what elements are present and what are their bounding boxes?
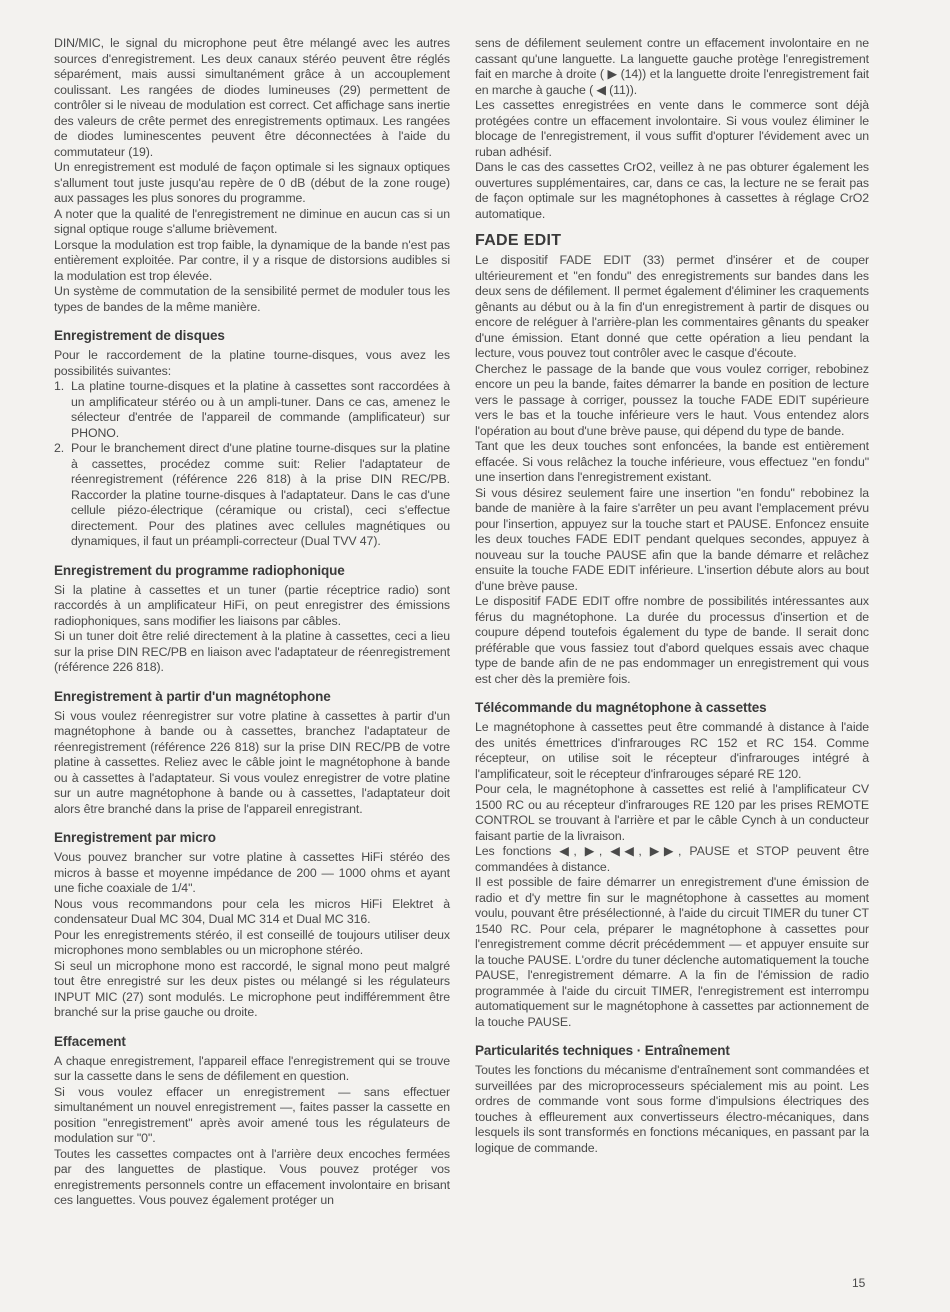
list-text: Pour le branchement direct d'une platine tourne-disques sur la platine à cassettes, procédez comme suit: Relier l'adaptateur de réenregistrement (référence 226 818) à la prise DIN REC/PB. Raccorder la platine tourne-disques à l'adaptateur. Dans le cas d'une cellule piézo-électrique (céramique ou cristal), ceci s'effectue directement. Pour des platines avec cellules magnétiques ou dynamiques, il faut un préampli-correcteur (Dual TVV 47). — [71, 441, 450, 548]
paragraph: DIN/MIC, le signal du microphone peut être mélangé avec les autres sources d'enregistrement. Les deux canaux stéréo peuvent être réglés séparément, mais aussi simultanément grâce à un accouplement coulissant. Les rangées de diodes lumineuses (29) permettent de contrôler si le niveau de modulation est correct. Cet affichage sans inertie des valeurs de crête permet des enregistrements optimaux. Les rangées de diodes luminescentes peuvent être déconnectées à l'aide du commutateur (19). — [54, 36, 450, 159]
paragraph: Si la platine à cassettes et un tuner (partie réceptrice radio) sont raccordés à un amplificateur HiFi, on peut enregistrer des émissions radiophoniques, sans modifier les liaisons par câbles. — [54, 582, 450, 628]
section-heading: Particularités techniques · Entraînement — [475, 1043, 730, 1058]
section-heading: Télécommande du magnétophone à cassettes — [475, 700, 767, 715]
paragraph: Le magnétophone à cassettes peut être commandé à distance à l'aide des unités émettrices d'infrarouges RC 152 et RC 154. Comme récepteur, on utilise soit le récepteur d'infrarouges intégré à l'amplificateur, soit le récepteur d'infrarouges séparé RE 120. — [475, 720, 869, 781]
paragraph: sens de défilement seulement contre un effacement involontaire en ne cassant qu'une languette. La languette gauche protège l'enregistrement fait en marche à droite ( ▶ (14)) et la languette droite l'enregistrement fait en marche à gauche ( ◀ (11)). — [475, 36, 869, 97]
paragraph: Si un tuner doit être relié directement à la platine à cassettes, ceci a lieu sur la prise DIN REC/PB en liaison avec l'adaptateur de réenregistrement (référence 226 818). — [54, 629, 450, 674]
paragraph: Pour les enregistrements stéréo, il est conseillé de toujours utiliser deux microphones mono semblables ou un microphone stéréo. — [54, 927, 450, 957]
left-column — [54, 36, 450, 1209]
paragraph: Les cassettes enregistrées en vente dans le commerce sont déjà protégées contre un effacement involontaire. Si vous voulez éliminer le blocage de l'enregistrement, il vous suffit d'opturer l'évidement avec un ruban adhésif. — [475, 98, 869, 159]
list-text: La platine tourne-disques et la platine à cassettes sont raccordées à un amplificateur stéréo ou à un ampli-tuner. Dans ce cas, amenez le sélecteur d'entrée de l'appareil de commande (amplificateur) sur PHONO. — [71, 379, 450, 440]
section-heading: Enregistrement à partir d'un magnétophone — [54, 688, 331, 704]
paragraph: Si seul un microphone mono est raccordé, le signal mono peut malgré tout être enregistré sur les deux pistes ou mélangé si les régulateurs INPUT MIC (27) sont modulés. Le microphone peut indifféremment être branché sur la prise gauche ou droite. — [54, 958, 450, 1019]
paragraph: Cherchez le passage de la bande que vous voulez corriger, rebobinez encore un peu la bande, faites démarrer la bande en position de lecture vers le passage à corriger, poussez la touche FADE EDIT supérieure vers le bas et la touche inférieure vers le haut. Vous entendez alors l'opération au bout d'une brève pause, qui dépend du type de bande. — [475, 361, 869, 438]
paragraph: Si vous désirez seulement faire une insertion "en fondu" rebobinez la bande de manière à la faire s'arrêter un peu avant l'emplacement prévu pour l'insertion, appuyez sur la touche start et PAUSE. Enfoncez ensuite les deux touches FADE EDIT pendant quelques secondes, appuyez à nouveau sur la touche PAUSE afin que la bande démarre et relâchez ensuite la touche FADE EDIT inférieure. L'insertion débute alors au bout d'une brève pause. — [475, 485, 869, 593]
paragraph: Nous vous recommandons pour cela les micros HiFi Elektret à condensateur Dual MC 304, Dual MC 314 et Dual MC 316. — [54, 896, 450, 926]
paragraph: Vous pouvez brancher sur votre platine à cassettes HiFi stéréo des micros à basse et moyenne impédance de 200 — 1000 ohms et ayant une fiche coaxiale de 1/4". — [54, 850, 450, 895]
paragraph: Si vous voulez effacer un enregistrement — sans effectuer simultanément un nouvel enregistrement —, faites passer la cassette en position "enregistrement" après avoir amené tous les régulateurs de modulation sur "0". — [54, 1084, 450, 1145]
section-heading: Effacement — [54, 1033, 126, 1049]
paragraph: Toutes les cassettes compactes ont à l'arrière deux encoches fermées par des languettes de plastique. Vous pouvez protéger vos enregistrements personnels contre un effacement involontaire en brisant ces languettes. Vous pouvez également protéger un — [54, 1146, 450, 1207]
paragraph: A chaque enregistrement, l'appareil efface l'enregistrement qui se trouve sur la cassette dans le sens de défilement en question. — [54, 1053, 450, 1083]
paragraph: Le dispositif FADE EDIT (33) permet d'insérer et de couper ultérieurement et "en fondu" des enregistrements sur bandes dans les deux sens de défilement. Il permet également d'éliminer les craquements gênants au début ou à la fin d'un enregistrement à partir de disques ou encore de reléguer à l'arrière-plan les commentaires gênants du speaker d'une émission. Etant donné que cette opération a lieu pendant la lecture, vous pouvez tout contrôler avec le casque d'écoute. — [475, 253, 869, 360]
list-item — [54, 379, 450, 441]
section-heading: Enregistrement du programme radiophonique — [54, 562, 345, 578]
paragraph: Pour le raccordement de la platine tourne-disques, vous avez les possibilités suivantes: — [54, 348, 450, 378]
paragraph: Pour cela, le magnétophone à cassettes est relié à l'amplificateur CV 1500 RC ou au récepteur d'infrarouges RE 120 par les prises REMOTE CONTROL se trouvant à l'arrière et par le câble Cynch à un conducteur faisant partie de la livraison. — [475, 782, 869, 843]
paragraph: Un enregistrement est modulé de façon optimale si les signaux optiques s'allument tout juste jusqu'au repère de 0 dB (début de la zone rouge) aux passages les plus sonores du programme. — [54, 160, 450, 205]
paragraph: Dans le cas des cassettes CrO2, veillez à ne pas obturer également les ouvertures supplémentaires, car, dans ce cas, la lecture ne se ferait pas de façon optimale sur les magnétophones à cassettes à réglage CrO2 automatique. — [475, 160, 869, 221]
paragraph: Tant que les deux touches sont enfoncées, la bande est entièrement effacée. Si vous relâchez la touche inférieure, vous effectuez "en fondu" une insertion dans l'enregistrement existant. — [475, 439, 869, 484]
right-column — [475, 36, 869, 1156]
section-heading: FADE EDIT — [475, 232, 562, 249]
paragraph: A noter que la qualité de l'enregistrement ne diminue en aucun cas si un signal optique rouge s'allume brièvement. — [54, 206, 450, 236]
list-number: 2. — [54, 441, 65, 455]
list-item — [54, 441, 450, 550]
page-number: 15 — [852, 1276, 866, 1290]
paragraph: Toutes les fonctions du mécanisme d'entraînement sont commandées et surveillées par des microprocesseurs spécialement mis au point. Les ordres de commande vont sous forme d'impulsions électriques des touches à effleurement aux convertisseurs électro-mécaniques, dans lesquels ils sont transformés en fonctions mécaniques, en passant par la logique de commande. — [475, 1063, 869, 1155]
paragraph: Un système de commutation de la sensibilité permet de moduler tous les types de bandes de la même manière. — [54, 284, 450, 314]
section-heading: Enregistrement de disques — [54, 328, 225, 343]
list-number: 1. — [54, 379, 65, 393]
section-heading: Enregistrement par micro — [54, 830, 216, 845]
paragraph: Il est possible de faire démarrer un enregistrement d'une émission de radio et d'y mettre fin sur le magnétophone à cassettes au moment voulu, pouvant être présélectionné, à l'aide du circuit TIMER du tuner CT 1540 RC. Pour cela, préparer le magnétophone à cassettes pour l'enregistrement comme décrit précédemment — et appuyer ensuite sur la touche PAUSE. L'ordre du tuner déclenche automatiquement la touche PAUSE, l'enregistrement démarre. A la fin de l'émission de radio programmée à l'aide du circuit TIMER, l'enregistrement est interrompu automatiquement sur le magnétophone à cassettes par actionnement de la touche PAUSE. — [475, 875, 869, 1029]
paragraph: Les fonctions ◀, ▶, ◀◀, ▶▶, PAUSE et STOP peuvent être commandées à distance. — [475, 844, 869, 874]
paragraph: Lorsque la modulation est trop faible, la dynamique de la bande n'est pas entièrement exploitée. Par contre, il y a risque de distorsions audibles si la modulation est trop élevée. — [54, 237, 450, 283]
paragraph: Si vous voulez réenregistrer sur votre platine à cassettes à partir d'un magnétophone à bande ou à cassettes, branchez l'adaptateur de réenregistrement (référence 226 818) sur la prise DIN REC/PB de votre platine à cassettes. Reliez avec le câble joint le magnétophone à bande ou à cassettes à l'adaptateur. Si vous voulez enregistrer de votre platine sur un autre magnétophone à bande ou à cassettes, l'adaptateur doit alors être branché dans la prise de l'appareil enregistrant. — [54, 708, 450, 816]
paragraph: Le dispositif FADE EDIT offre nombre de possibilités intéressantes aux férus du magnétophone. La durée du processus d'insertion et de coupure dépend toutefois également du type de bande. Il serait donc préférable que vous fassiez tout d'abord quelques essais avec chaque type de bande afin de ne pas endommager un enregistrement qui vous est cher dès la première fois. — [475, 594, 869, 686]
